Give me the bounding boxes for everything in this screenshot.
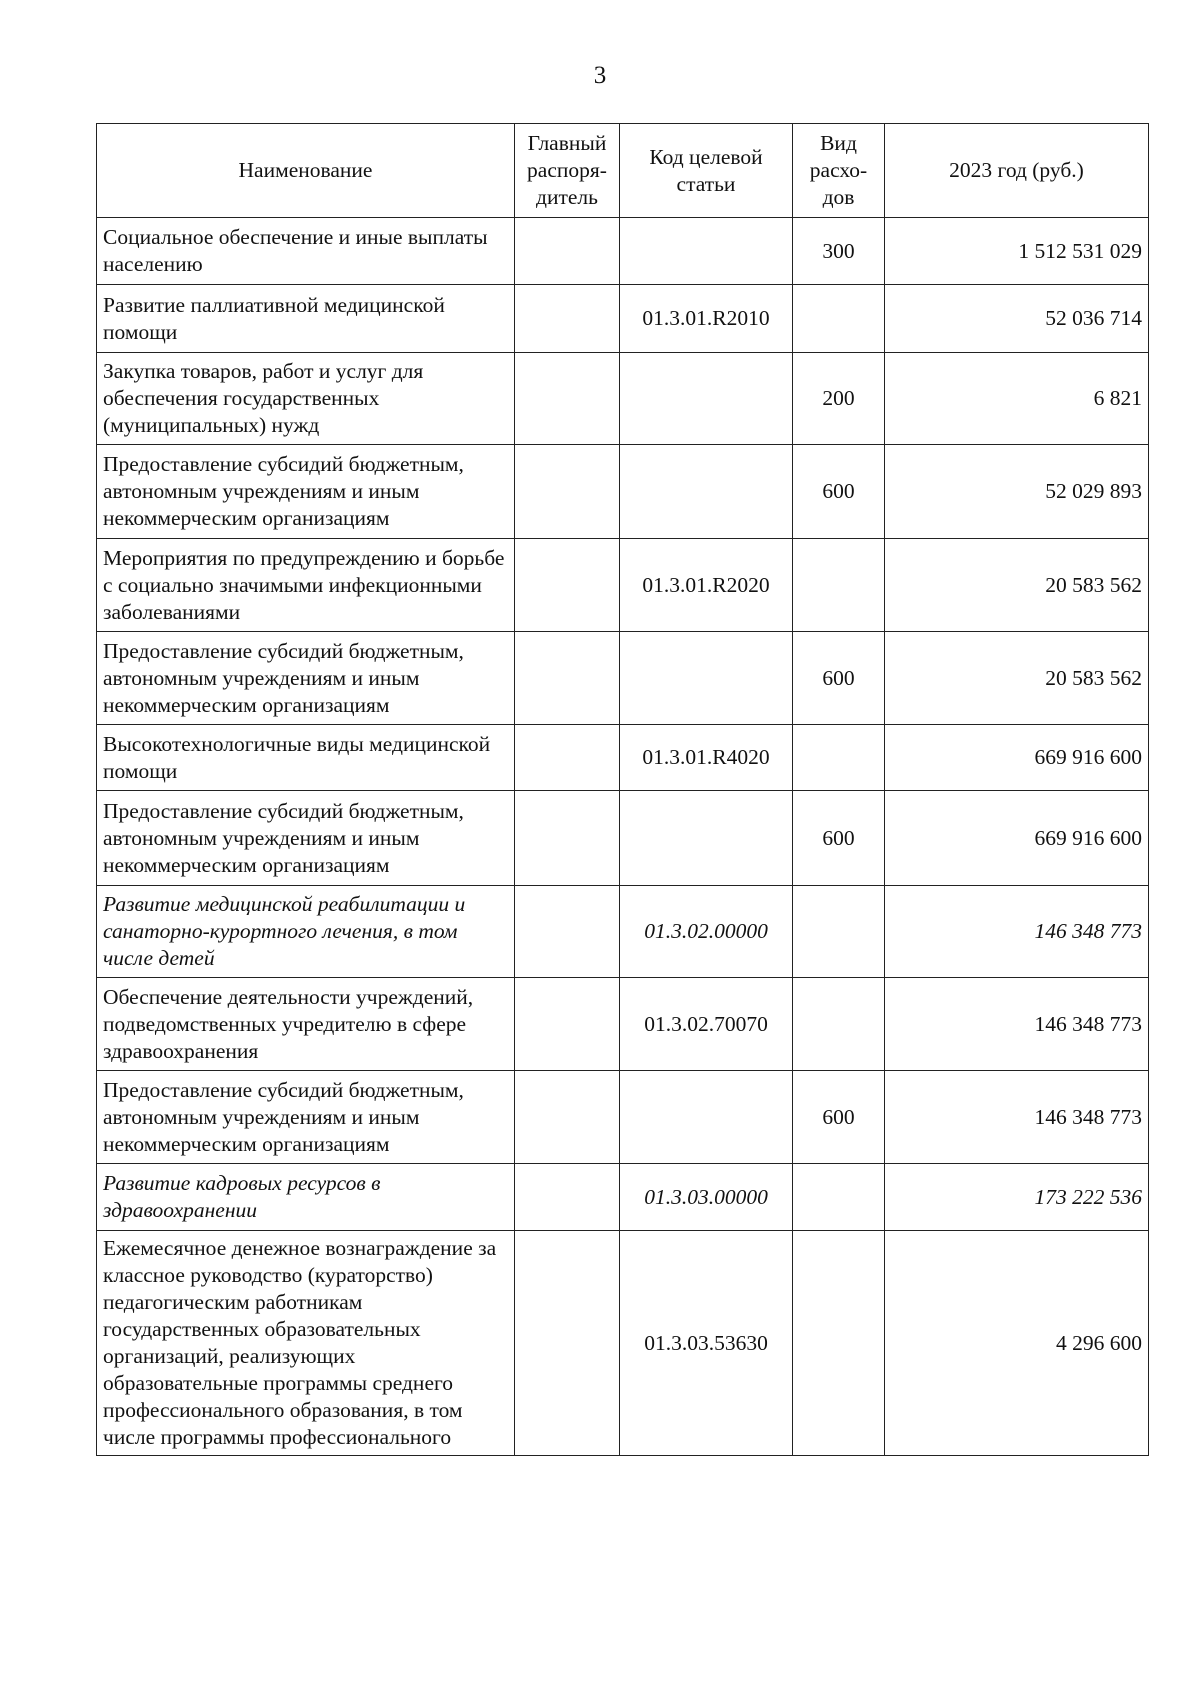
cell-manager [515,978,620,1071]
cell-name: Предоставление субсидий бюджетным, автономным учреждениям и иным некоммерческим организациям [97,791,515,886]
cell-name: Закупка товаров, работ и услуг для обеспечения государственных (муниципальных) нужд [97,353,515,445]
cell-name: Обеспечение деятельности учреждений, подведомственных учредителю в сфере здравоохранения [97,978,515,1071]
cell-type: 600 [793,1071,885,1164]
cell-name: Предоставление субсидий бюджетным, автономным учреждениям и иным некоммерческим организациям [97,632,515,725]
cell-manager [515,539,620,632]
cell-code: 01.3.03.53630 [620,1231,793,1456]
cell-amount: 20 583 562 [885,539,1149,632]
cell-code: 01.3.02.70070 [620,978,793,1071]
cell-name: Предоставление субсидий бюджетным, автономным учреждениям и иным некоммерческим организациям [97,445,515,539]
cell-manager [515,725,620,791]
header-code: Код целевой статьи [620,124,793,218]
cell-manager [515,791,620,886]
cell-type [793,539,885,632]
table-row [97,725,1149,791]
cell-manager [515,632,620,725]
cell-type [793,978,885,1071]
cell-type [793,886,885,978]
table-row [97,632,1149,725]
cell-manager [515,285,620,353]
cell-manager [515,1231,620,1456]
cell-code: 01.3.01.R4020 [620,725,793,791]
cell-name: Развитие кадровых ресурсов в здравоохранении [97,1164,515,1231]
cell-manager [515,445,620,539]
cell-type: 300 [793,218,885,285]
cell-manager [515,886,620,978]
cell-name: Мероприятия по предупреждению и борьбе с социально значимыми инфекционными заболеваниями [97,539,515,632]
cell-amount: 1 512 531 029 [885,218,1149,285]
cell-code: 01.3.01.R2020 [620,539,793,632]
cell-type: 600 [793,445,885,539]
cell-type: 600 [793,791,885,886]
table-row [97,1071,1149,1164]
cell-type [793,1231,885,1456]
cell-manager [515,1164,620,1231]
cell-name: Развитие паллиативной медицинской помощи [97,285,515,353]
cell-amount: 173 222 536 [885,1164,1149,1231]
cell-amount: 52 029 893 [885,445,1149,539]
cell-code: 01.3.03.00000 [620,1164,793,1231]
page-number: 3 [593,62,607,89]
cell-code [620,632,793,725]
cell-amount: 146 348 773 [885,978,1149,1071]
table-row [97,285,1149,353]
cell-name: Ежемесячное денежное вознаграждение за классное руководство (кураторство) педагогическим работникам государственных образовательных организаций, реализующих образовательные программы среднего профессионального образования, в том числе программы профессионального [97,1231,515,1456]
cell-type: 600 [793,632,885,725]
cell-amount: 6 821 [885,353,1149,445]
table-row [97,1231,1149,1456]
table-row [97,445,1149,539]
cell-manager [515,218,620,285]
cell-name: Предоставление субсидий бюджетным, автономным учреждениям и иным некоммерческим организациям [97,1071,515,1164]
cell-amount: 20 583 562 [885,632,1149,725]
table-row [97,539,1149,632]
table-row [97,353,1149,445]
cell-code: 01.3.01.R2010 [620,285,793,353]
cell-name: Высокотехнологичные виды медицинской помощи [97,725,515,791]
table-row [97,978,1149,1071]
cell-code [620,445,793,539]
cell-type [793,1164,885,1231]
cell-amount: 146 348 773 [885,1071,1149,1164]
table-row [97,886,1149,978]
cell-amount: 52 036 714 [885,285,1149,353]
cell-code: 01.3.02.00000 [620,886,793,978]
cell-manager [515,353,620,445]
cell-amount: 669 916 600 [885,791,1149,886]
cell-amount: 669 916 600 [885,725,1149,791]
header-amount: 2023 год (руб.) [885,124,1149,218]
cell-type [793,725,885,791]
cell-type: 200 [793,353,885,445]
cell-amount: 4 296 600 [885,1231,1149,1456]
header-manager: Главный распоря-дитель [515,124,620,218]
cell-code [620,791,793,886]
table-row [97,1164,1149,1231]
cell-type [793,285,885,353]
cell-amount: 146 348 773 [885,886,1149,978]
cell-manager [515,1071,620,1164]
cell-code [620,353,793,445]
header-name: Наименование [97,124,515,218]
table-row [97,791,1149,886]
table-row [97,218,1149,285]
cell-code [620,1071,793,1164]
cell-code [620,218,793,285]
budget-table [96,123,1149,1456]
cell-name: Социальное обеспечение и иные выплаты населению [97,218,515,285]
cell-name: Развитие медицинской реабилитации и санаторно-курортного лечения, в том числе детей [97,886,515,978]
table-header-row [97,124,1149,218]
header-type: Вид расхо-дов [793,124,885,218]
